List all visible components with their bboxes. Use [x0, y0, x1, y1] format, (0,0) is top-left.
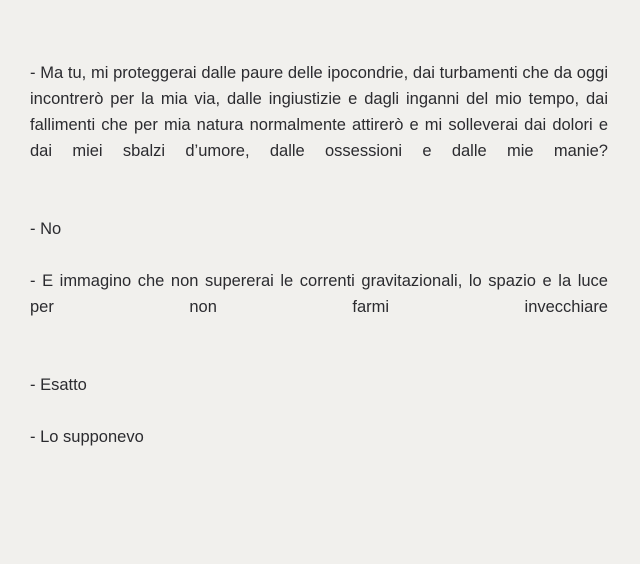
paragraph-answer-supposed: - Lo supponevo [30, 428, 144, 446]
paragraph-question: - Ma tu, mi proteggerai dalle paure delle ipocondrie, dai turbamenti che da oggi incontrerò per la mia via, dalle ingiustizie e dagli inganni del mio tempo, dai fallimenti che per mia natura normalmente attirerò e mi solleverai dai dolori e dai miei sbalzi d’umore, dalle ossessioni e dalle mie manie? [30, 64, 608, 160]
paragraph-answer-no: - No [30, 220, 62, 238]
paragraph-answer-exact: - Esatto [30, 376, 87, 394]
dialogue-text-block [30, 60, 608, 476]
paragraph-statement-gravity: - E immagino che non supererai le correnti gravitazionali, lo spazio e la luce per non farmi invecchiare [30, 272, 608, 316]
